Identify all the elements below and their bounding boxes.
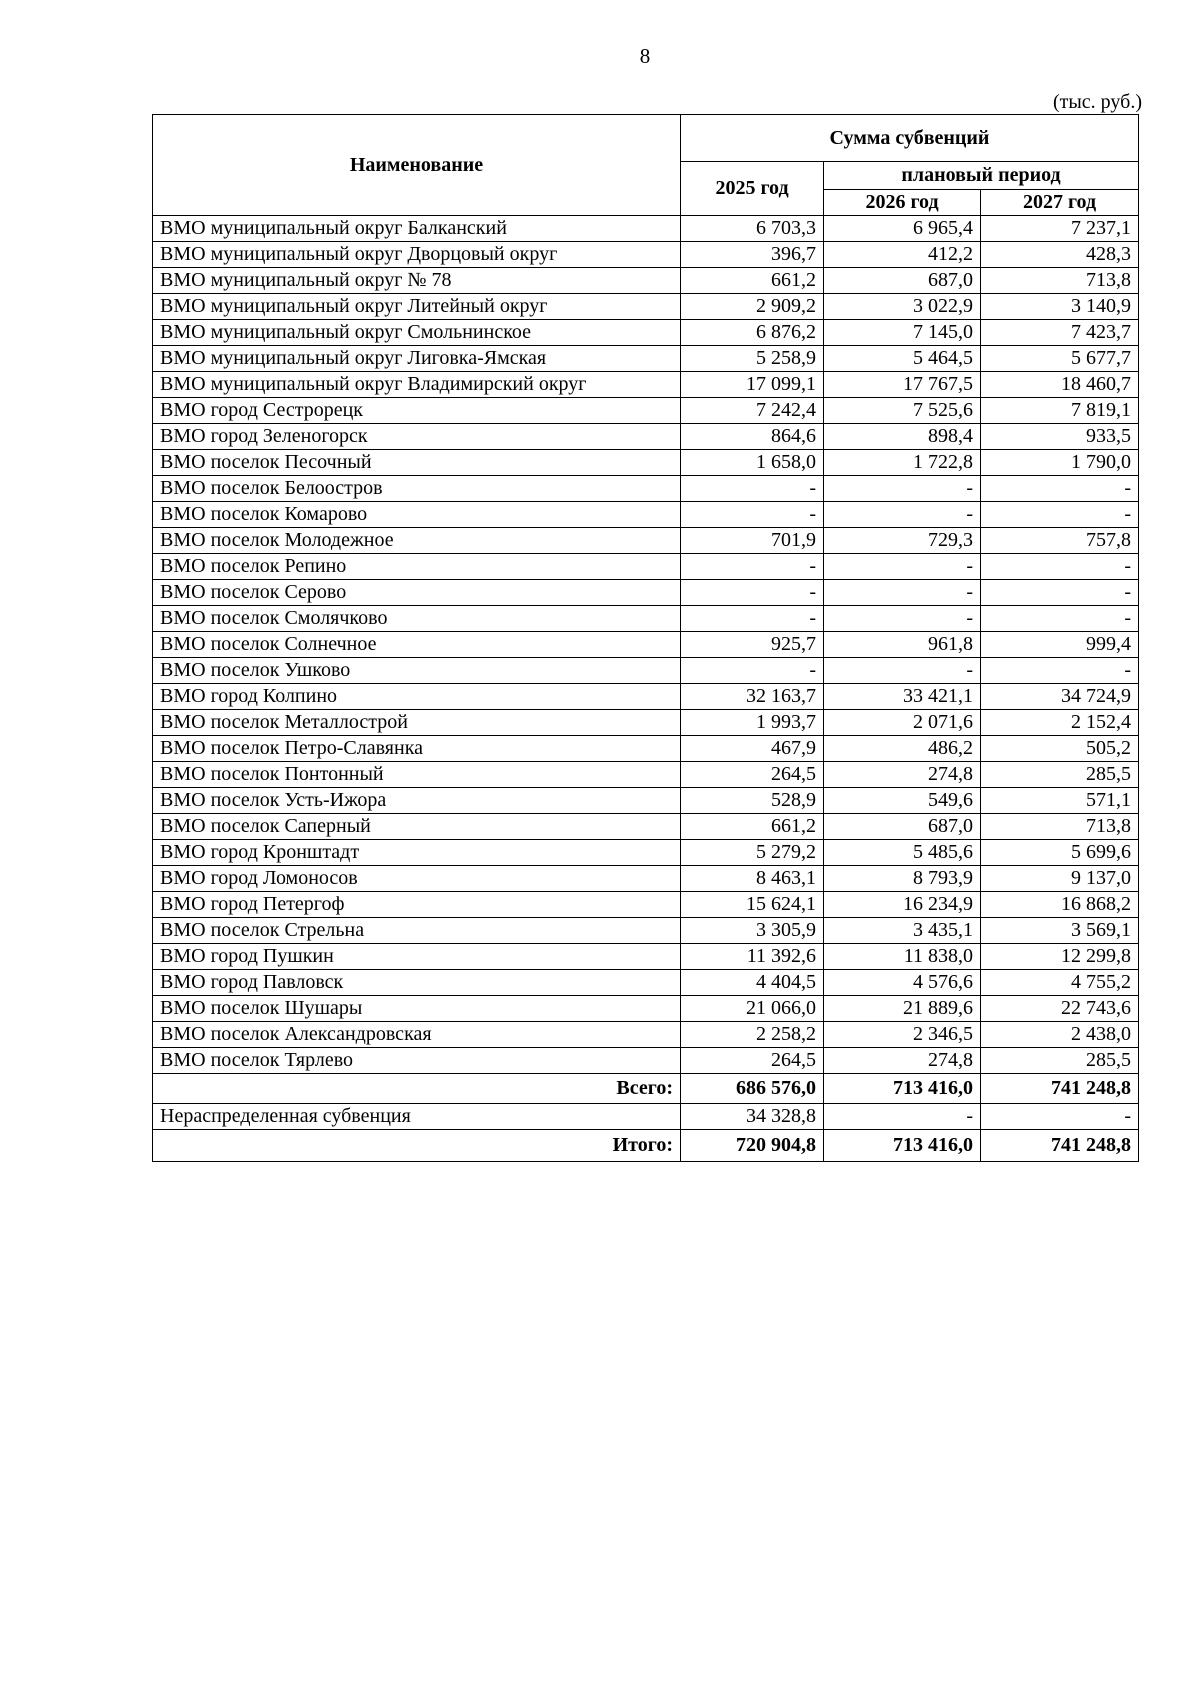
header-year-2026: 2026 год [824, 190, 981, 216]
municipality-name: ВМО муниципальный округ Дворцовый округ [153, 242, 681, 268]
value-2025: 6 703,3 [681, 216, 824, 242]
value-2027: 34 724,9 [981, 684, 1139, 710]
value-2025: 3 305,9 [681, 918, 824, 944]
value-2026: 898,4 [824, 424, 981, 450]
table-row [153, 970, 1139, 996]
value-2026: 3 435,1 [824, 918, 981, 944]
value-2027: 5 677,7 [981, 346, 1139, 372]
total-2026: 713 416,0 [824, 1074, 981, 1104]
table-row [153, 788, 1139, 814]
value-2025: 467,9 [681, 736, 824, 762]
unallocated-name: Нераспределенная субвенция [153, 1104, 681, 1130]
table-row [153, 866, 1139, 892]
value-2025: 661,2 [681, 268, 824, 294]
municipality-name: ВМО город Колпино [153, 684, 681, 710]
value-2026: 274,8 [824, 1048, 981, 1074]
value-2027: 505,2 [981, 736, 1139, 762]
municipality-name: ВМО поселок Серово [153, 580, 681, 606]
table-body [153, 216, 1139, 1162]
value-2025: - [681, 606, 824, 632]
municipality-name: ВМО поселок Металлострой [153, 710, 681, 736]
value-2027: 713,8 [981, 814, 1139, 840]
value-2027: 285,5 [981, 762, 1139, 788]
value-2027: 571,1 [981, 788, 1139, 814]
value-2025: - [681, 502, 824, 528]
value-2026: 486,2 [824, 736, 981, 762]
value-2025: - [681, 658, 824, 684]
municipality-name: ВМО муниципальный округ Литейный округ [153, 294, 681, 320]
table-header [153, 115, 1139, 216]
value-2026: 412,2 [824, 242, 981, 268]
table-row [153, 710, 1139, 736]
municipality-name: ВМО поселок Смолячково [153, 606, 681, 632]
municipality-name: ВМО поселок Саперный [153, 814, 681, 840]
value-2026: 729,3 [824, 528, 981, 554]
table-row [153, 658, 1139, 684]
value-2026: 1 722,8 [824, 450, 981, 476]
total-label: Всего: [153, 1074, 681, 1104]
table-row [153, 944, 1139, 970]
value-2027: 999,4 [981, 632, 1139, 658]
table-row [153, 1022, 1139, 1048]
value-2027: - [981, 580, 1139, 606]
subvention-table-wrapper [152, 114, 1138, 1162]
value-2025: 264,5 [681, 1048, 824, 1074]
value-2026: 549,6 [824, 788, 981, 814]
municipality-name: ВМО город Пушкин [153, 944, 681, 970]
municipality-name: ВМО город Петергоф [153, 892, 681, 918]
value-2026: 7 145,0 [824, 320, 981, 346]
value-2025: 1 993,7 [681, 710, 824, 736]
value-2027: 16 868,2 [981, 892, 1139, 918]
table-row [153, 580, 1139, 606]
value-2025: - [681, 580, 824, 606]
header-sum: Сумма субвенций [681, 115, 1139, 162]
value-2027: 12 299,8 [981, 944, 1139, 970]
value-2025: 32 163,7 [681, 684, 824, 710]
value-2027: - [981, 554, 1139, 580]
municipality-name: ВМО поселок Ушково [153, 658, 681, 684]
table-row [153, 684, 1139, 710]
table-row [153, 736, 1139, 762]
municipality-name: ВМО муниципальный округ № 78 [153, 268, 681, 294]
table-row [153, 450, 1139, 476]
municipality-name: ВМО поселок Петро-Славянка [153, 736, 681, 762]
table-row [153, 372, 1139, 398]
value-2025: 1 658,0 [681, 450, 824, 476]
value-2025: 661,2 [681, 814, 824, 840]
subvention-table [152, 114, 1139, 1162]
value-2026: 17 767,5 [824, 372, 981, 398]
header-year-2025: 2025 год [681, 162, 824, 216]
value-2026: 11 838,0 [824, 944, 981, 970]
value-2027: 18 460,7 [981, 372, 1139, 398]
value-2025: 528,9 [681, 788, 824, 814]
municipality-name: ВМО поселок Шушары [153, 996, 681, 1022]
municipality-name: ВМО город Зеленогорск [153, 424, 681, 450]
header-year-2027: 2027 год [981, 190, 1139, 216]
value-2025: 11 392,6 [681, 944, 824, 970]
table-row [153, 762, 1139, 788]
value-2027: - [981, 502, 1139, 528]
table-row [153, 424, 1139, 450]
table-row [153, 814, 1139, 840]
value-2025: - [681, 476, 824, 502]
municipality-name: ВМО город Сестрорецк [153, 398, 681, 424]
value-2027: 428,3 [981, 242, 1139, 268]
value-2027: 285,5 [981, 1048, 1139, 1074]
value-2027: 2 438,0 [981, 1022, 1139, 1048]
unallocated-row [153, 1104, 1139, 1130]
units-label: (тыс. руб.) [1052, 91, 1142, 113]
municipality-name: ВМО город Кронштадт [153, 840, 681, 866]
value-2027: 22 743,6 [981, 996, 1139, 1022]
municipality-name: ВМО поселок Молодежное [153, 528, 681, 554]
table-row [153, 528, 1139, 554]
table-row [153, 346, 1139, 372]
value-2027: - [981, 658, 1139, 684]
value-2027: 5 699,6 [981, 840, 1139, 866]
table-row [153, 398, 1139, 424]
value-2027: 7 423,7 [981, 320, 1139, 346]
value-2027: 7 237,1 [981, 216, 1139, 242]
value-2025: 4 404,5 [681, 970, 824, 996]
municipality-name: ВМО поселок Усть-Ижора [153, 788, 681, 814]
municipality-name: ВМО поселок Белоостров [153, 476, 681, 502]
value-2025: - [681, 554, 824, 580]
value-2027: 4 755,2 [981, 970, 1139, 996]
value-2026: - [824, 554, 981, 580]
value-2027: 933,5 [981, 424, 1139, 450]
table-row [153, 996, 1139, 1022]
value-2026: 687,0 [824, 268, 981, 294]
municipality-name: ВМО поселок Александровская [153, 1022, 681, 1048]
value-2025: 264,5 [681, 762, 824, 788]
value-2025: 396,7 [681, 242, 824, 268]
table-row [153, 216, 1139, 242]
grand-total-2025: 720 904,8 [681, 1130, 824, 1162]
value-2027: 3 140,9 [981, 294, 1139, 320]
value-2025: 701,9 [681, 528, 824, 554]
value-2027: 2 152,4 [981, 710, 1139, 736]
value-2027: - [981, 476, 1139, 502]
value-2027: 7 819,1 [981, 398, 1139, 424]
table-row [153, 840, 1139, 866]
value-2025: 7 242,4 [681, 398, 824, 424]
municipality-name: ВМО поселок Комарово [153, 502, 681, 528]
value-2026: 687,0 [824, 814, 981, 840]
municipality-name: ВМО поселок Песочный [153, 450, 681, 476]
value-2026: 5 464,5 [824, 346, 981, 372]
value-2025: 8 463,1 [681, 866, 824, 892]
value-2026: 7 525,6 [824, 398, 981, 424]
header-plan-period: плановый период [824, 162, 1139, 190]
value-2026: - [824, 606, 981, 632]
value-2025: 21 066,0 [681, 996, 824, 1022]
table-row [153, 632, 1139, 658]
municipality-name: ВМО поселок Стрельна [153, 918, 681, 944]
page-number: 8 [639, 44, 651, 68]
table-row [153, 606, 1139, 632]
total-2025: 686 576,0 [681, 1074, 824, 1104]
value-2026: - [824, 476, 981, 502]
total-2027: 741 248,8 [981, 1074, 1139, 1104]
value-2025: 17 099,1 [681, 372, 824, 398]
value-2026: - [824, 502, 981, 528]
value-2026: 961,8 [824, 632, 981, 658]
table-row [153, 268, 1139, 294]
value-2025: 864,6 [681, 424, 824, 450]
grand-total-row [153, 1130, 1139, 1162]
municipality-name: ВМО муниципальный округ Балканский [153, 216, 681, 242]
value-2026: 5 485,6 [824, 840, 981, 866]
value-2026: 2 346,5 [824, 1022, 981, 1048]
table-row [153, 476, 1139, 502]
value-2025: 6 876,2 [681, 320, 824, 346]
value-2025: 5 279,2 [681, 840, 824, 866]
value-2025: 15 624,1 [681, 892, 824, 918]
value-2026: 3 022,9 [824, 294, 981, 320]
value-2026: 6 965,4 [824, 216, 981, 242]
value-2026: - [824, 658, 981, 684]
value-2026: 16 234,9 [824, 892, 981, 918]
table-row [153, 892, 1139, 918]
value-2025: 5 258,9 [681, 346, 824, 372]
grand-total-label: Итого: [153, 1130, 681, 1162]
municipality-name: ВМО поселок Солнечное [153, 632, 681, 658]
municipality-name: ВМО поселок Понтонный [153, 762, 681, 788]
unallocated-2027: - [981, 1104, 1139, 1130]
municipality-name: ВМО поселок Репино [153, 554, 681, 580]
grand-total-2026: 713 416,0 [824, 1130, 981, 1162]
grand-total-2027: 741 248,8 [981, 1130, 1139, 1162]
value-2026: - [824, 580, 981, 606]
municipality-name: ВМО город Ломоносов [153, 866, 681, 892]
value-2026: 21 889,6 [824, 996, 981, 1022]
value-2027: 713,8 [981, 268, 1139, 294]
table-row [153, 320, 1139, 346]
table-row [153, 554, 1139, 580]
value-2026: 2 071,6 [824, 710, 981, 736]
value-2027: 1 790,0 [981, 450, 1139, 476]
municipality-name: ВМО поселок Тярлево [153, 1048, 681, 1074]
table-row [153, 1048, 1139, 1074]
value-2027: - [981, 606, 1139, 632]
value-2026: 8 793,9 [824, 866, 981, 892]
municipality-name: ВМО муниципальный округ Лиговка-Ямская [153, 346, 681, 372]
value-2026: 33 421,1 [824, 684, 981, 710]
value-2027: 757,8 [981, 528, 1139, 554]
unallocated-2026: - [824, 1104, 981, 1130]
municipality-name: ВМО город Павловск [153, 970, 681, 996]
value-2025: 2 909,2 [681, 294, 824, 320]
table-row [153, 918, 1139, 944]
table-row [153, 502, 1139, 528]
table-row [153, 242, 1139, 268]
value-2027: 3 569,1 [981, 918, 1139, 944]
table-row [153, 294, 1139, 320]
total-row [153, 1074, 1139, 1104]
value-2027: 9 137,0 [981, 866, 1139, 892]
value-2025: 2 258,2 [681, 1022, 824, 1048]
value-2025: 925,7 [681, 632, 824, 658]
value-2026: 4 576,6 [824, 970, 981, 996]
unallocated-2025: 34 328,8 [681, 1104, 824, 1130]
header-name: Наименование [153, 115, 681, 216]
municipality-name: ВМО муниципальный округ Владимирский округ [153, 372, 681, 398]
value-2026: 274,8 [824, 762, 981, 788]
municipality-name: ВМО муниципальный округ Смольнинское [153, 320, 681, 346]
